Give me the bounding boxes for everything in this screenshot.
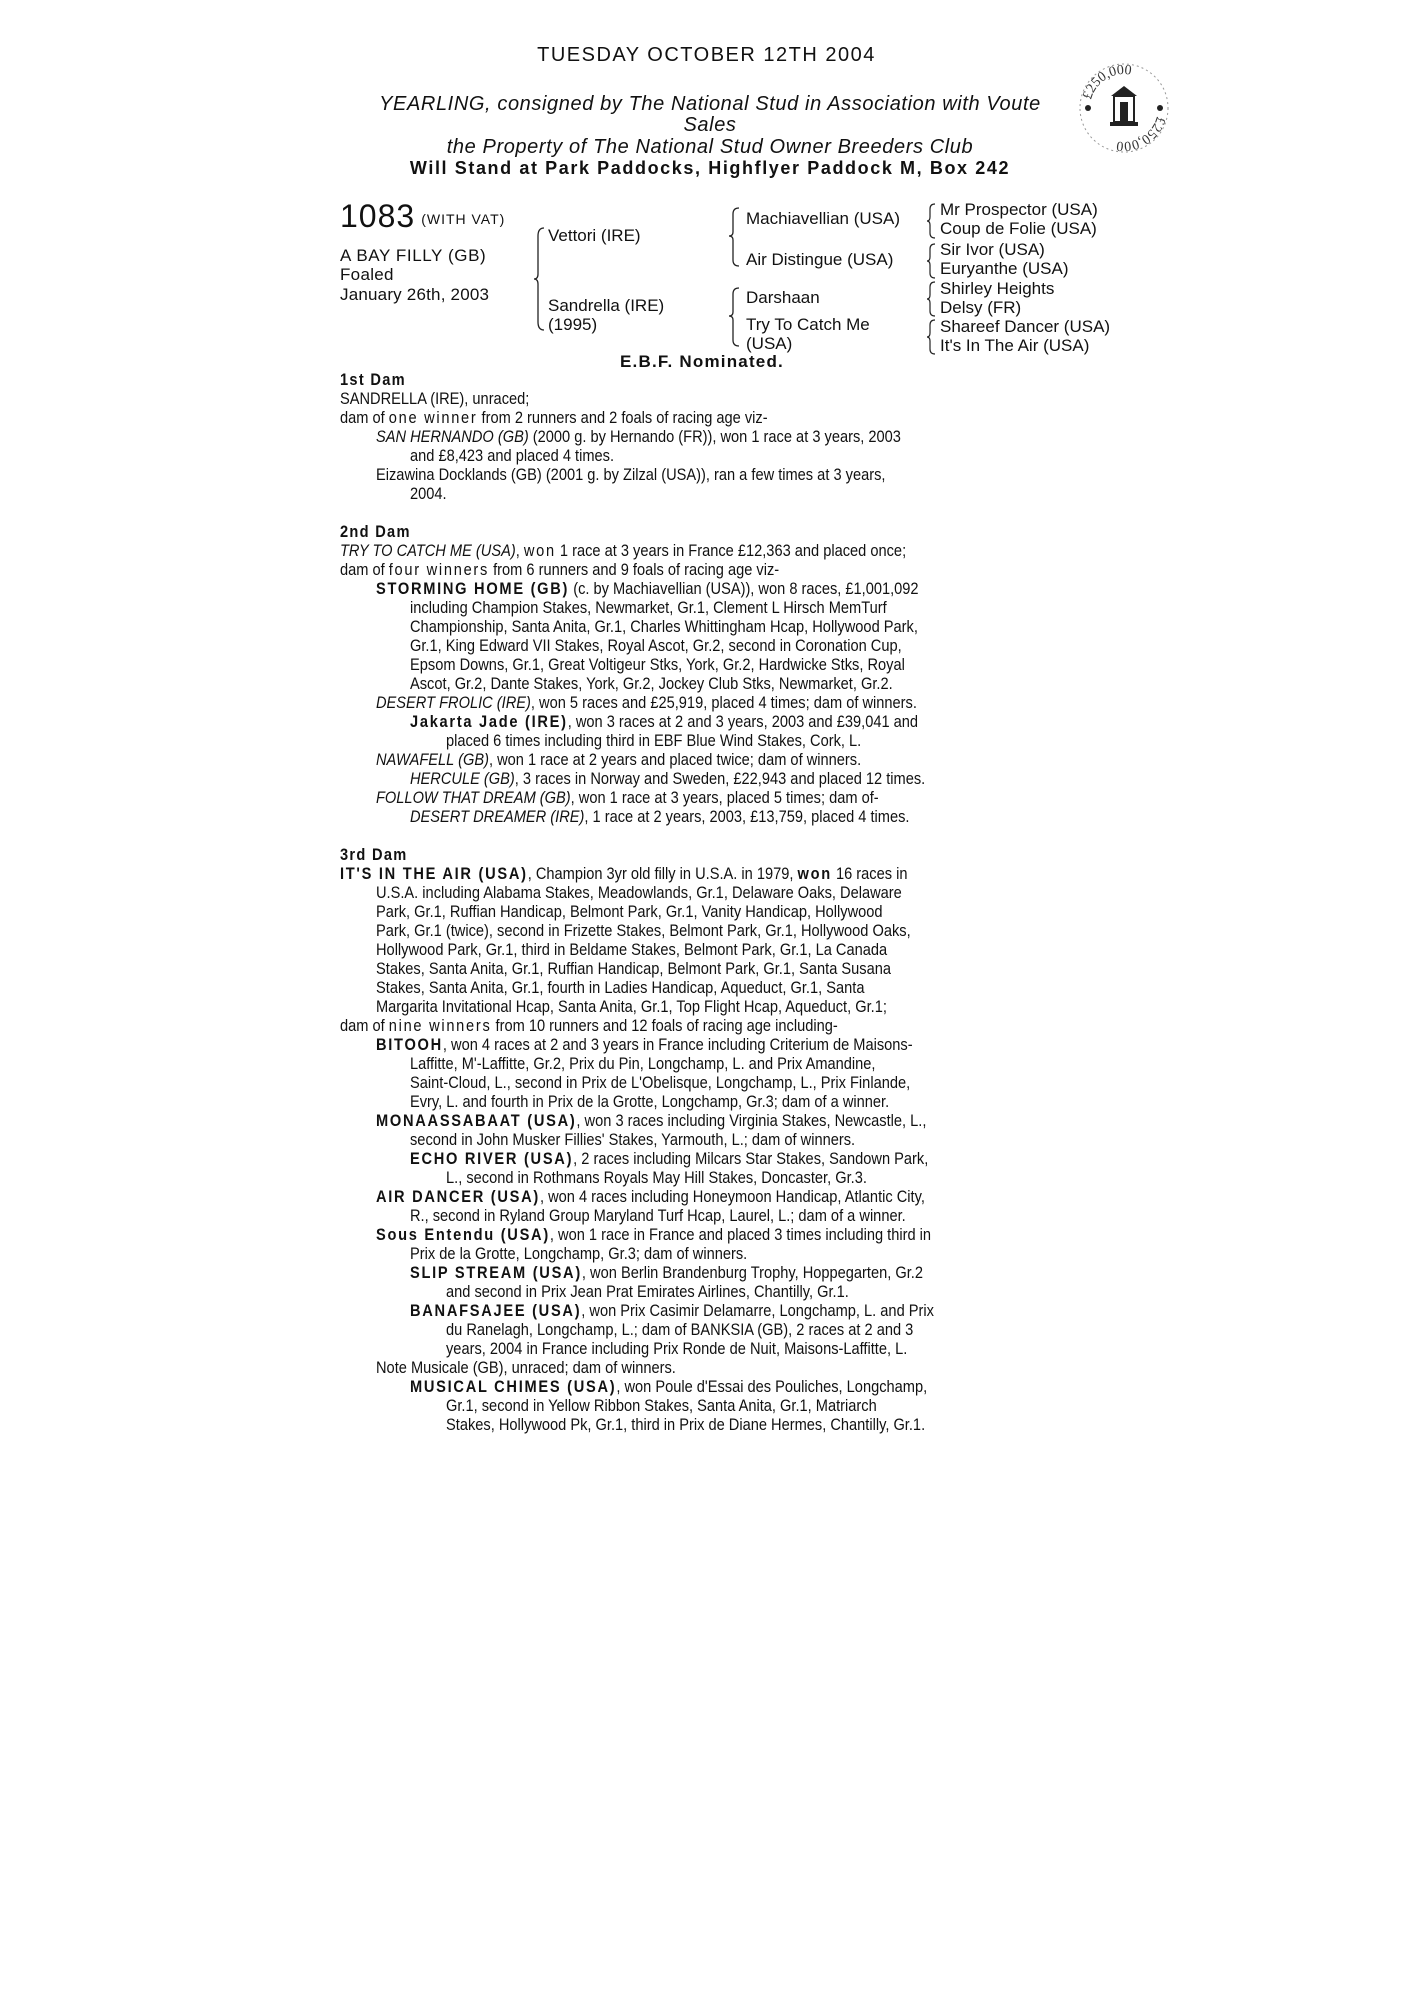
brace-gg-1 [925, 202, 937, 240]
third-dam-line: Sous Entendu (USA), won 1 race in France and placed 3 times including third in [376, 1225, 932, 1244]
third-dam-line: R., second in Ryland Group Maryland Turf Hcap, Laurel, L.; dam of a winner. [410, 1206, 906, 1225]
pedigree-dam: Sandrella (IRE) [548, 296, 665, 315]
second-dam-line: including Champion Stakes, Newmarket, Gr.1, Clement L Hirsch MemTurf [410, 598, 887, 617]
third-dam-line: SLIP STREAM (USA), won Berlin Brandenburg Trophy, Hoppegarten, Gr.2 [410, 1263, 924, 1282]
third-dam-heading: 3rd Dam [340, 845, 408, 864]
brace-dam-side [727, 286, 741, 348]
pedigree-gg-4: Euryanthe (USA) [940, 259, 1069, 278]
ebf-nominated: E.B.F. Nominated. [620, 352, 784, 371]
second-dam-line: TRY TO CATCH ME (USA), won 1 race at 3 years in France £12,363 and placed once; [340, 541, 907, 560]
third-dam-line: AIR DANCER (USA), won 4 races including Honeymoon Handicap, Atlantic City, [376, 1187, 925, 1206]
consignor-line: YEARLING, consigned by The National Stud in Association with Voute [379, 93, 1041, 115]
second-dam-line: DESERT DREAMER (IRE), 1 race at 2 years, 2003, £13,759, placed 4 times. [410, 807, 910, 826]
pedigree-sire: Vettori (IRE) [548, 226, 641, 245]
third-dam-line: Margarita Invitational Hcap, Santa Anita, Gr.1, Top Flight Hcap, Aqueduct, Gr.1; [376, 997, 887, 1016]
third-dam-line: Gr.1, second in Yellow Ribbon Stakes, Santa Anita, Gr.1, Matriarch [446, 1396, 877, 1415]
lot-number-text: 1083 [340, 198, 416, 234]
first-dam-line: SAN HERNANDO (GB) (2000 g. by Hernando (FR)), won 1 race at 3 years, 2003 [376, 427, 901, 446]
owner-line: the Property of The National Stud Owner Breeders Club [446, 136, 974, 158]
third-dam-line: Hollywood Park, Gr.1, third in Beldame Stakes, Belmont Park, Gr.1, La Canada [376, 940, 888, 959]
brace-gg-2 [925, 242, 937, 280]
vat-note: (WITH VAT) [421, 210, 506, 227]
pedigree-gg-2: Coup de Folie (USA) [940, 219, 1097, 238]
horse-description: A BAY FILLY (GB) [340, 246, 487, 265]
brace-sire-side [727, 206, 741, 268]
first-dam-line: 2004. [410, 484, 447, 503]
third-dam-line: second in John Musker Fillies' Stakes, Yarmouth, L.; dam of winners. [410, 1130, 856, 1149]
third-dam-line: Prix de la Grotte, Longchamp, Gr.3; dam of winners. [410, 1244, 748, 1263]
second-dam-line: placed 6 times including third in EBF Blue Wind Stakes, Cork, L. [446, 731, 862, 750]
first-dam-line: SANDRELLA (IRE), unraced; [340, 389, 530, 408]
third-dam-line: Park, Gr.1, Ruffian Handicap, Belmont Park, Gr.1, Vanity Handicap, Hollywood [376, 902, 883, 921]
foaled-label: Foaled [340, 265, 394, 284]
pedigree-dam-year: (1995) [548, 315, 598, 334]
sale-date [0, 44, 1413, 67]
second-dam-line: FOLLOW THAT DREAM (GB), won 1 race at 3 years, placed 5 times; dam of- [376, 788, 879, 807]
first-dam-line: Eizawina Docklands (GB) (2001 g. by Zilzal (USA)), ran a few times at 3 years, [376, 465, 886, 484]
pedigree-dam-sire: Darshaan [746, 288, 820, 307]
third-dam-line: and second in Prix Jean Prat Emirates Airlines, Chantilly, Gr.1. [446, 1282, 849, 1301]
price-stamp [1078, 62, 1170, 154]
pedigree-gg-5: Shirley Heights [940, 279, 1055, 298]
second-dam-line: STORMING HOME (GB) (c. by Machiavellian (USA)), won 8 races, £1,001,092 [376, 579, 919, 598]
third-dam-line: Stakes, Santa Anita, Gr.1, Ruffian Handicap, Belmont Park, Gr.1, Santa Susana [376, 959, 891, 978]
third-dam-line: L., second in Rothmans Royals May Hill Stakes, Doncaster, Gr.3. [446, 1168, 867, 1187]
pedigree-sire-sire: Machiavellian (USA) [746, 209, 900, 228]
stabling-line: Will Stand at Park Paddocks, Highflyer Paddock M, Box 242 [409, 158, 1011, 178]
pedigree-gg-6: Delsy (FR) [940, 298, 1022, 317]
pedigree-dam-dam: Try To Catch Me [746, 315, 870, 334]
consignor-line-2: Sales [683, 114, 737, 136]
lighthouse-icon [1110, 86, 1138, 126]
first-dam-line: dam of one winner from 2 runners and 2 foals of racing age viz- [340, 408, 768, 427]
second-dam-heading: 2nd Dam [340, 522, 411, 541]
pedigree-gg-1: Mr Prospector (USA) [940, 200, 1098, 219]
brace-gg-4 [925, 318, 937, 356]
third-dam-line: Park, Gr.1 (twice), second in Frizette Stakes, Belmont Park, Gr.1, Hollywood Oaks, [376, 921, 911, 940]
third-dam-line: Evry, L. and fourth in Prix de la Grotte, Longchamp, Gr.3; dam of a winner. [410, 1092, 890, 1111]
pedigree-gg-3: Sir Ivor (USA) [940, 240, 1045, 259]
foaled-date: January 26th, 2003 [340, 285, 490, 304]
sale-date-text: TUESDAY OCTOBER 12TH 2004 [537, 44, 876, 66]
third-dam-line: MONAASSABAAT (USA), won 3 races including Virginia Stakes, Newcastle, L., [376, 1111, 927, 1130]
third-dam-line: U.S.A. including Alabama Stakes, Meadowlands, Gr.1, Delaware Oaks, Delaware [376, 883, 902, 902]
first-dam-line: and £8,423 and placed 4 times. [410, 446, 615, 465]
third-dam-line: dam of nine winners from 10 runners and 12 foals of racing age including- [340, 1016, 838, 1035]
third-dam-line: years, 2004 in France including Prix Ronde de Nuit, Maisons-Laffitte, L. [446, 1339, 908, 1358]
second-dam-line: dam of four winners from 6 runners and 9 foals of racing age viz- [340, 560, 780, 579]
first-dam-heading: 1st Dam [340, 370, 406, 389]
third-dam-line: MUSICAL CHIMES (USA), won Poule d'Essai des Pouliches, Longchamp, [410, 1377, 928, 1396]
second-dam-line: DESERT FROLIC (IRE), won 5 races and £25,919, placed 4 times; dam of winners. [376, 693, 917, 712]
brace-first-gen [532, 226, 546, 332]
second-dam-line: HERCULE (GB), 3 races in Norway and Sweden, £22,943 and placed 12 times. [410, 769, 926, 788]
second-dam-line: Epsom Downs, Gr.1, Great Voltigeur Stks, York, Gr.2, Hardwicke Stks, Royal [410, 655, 905, 674]
third-dam-line: Stakes, Hollywood Pk, Gr.1, third in Prix de Diane Hermes, Chantilly, Gr.1. [446, 1415, 926, 1434]
second-dam-line: Ascot, Gr.2, Dante Stakes, York, Gr.2, Jockey Club Stks, Newmarket, Gr.2. [410, 674, 893, 693]
third-dam-line: BITOOH, won 4 races at 2 and 3 years in France including Criterium de Maisons- [376, 1035, 913, 1054]
lot-number [340, 198, 505, 235]
third-dam-line: Laffitte, M'-Laffitte, Gr.2, Prix du Pin, Longchamp, L. and Prix Amandine, [410, 1054, 876, 1073]
third-dam-line: Stakes, Santa Anita, Gr.1, fourth in Ladies Handicap, Aqueduct, Gr.1, Santa [376, 978, 865, 997]
pedigree-sire-dam: Air Distingue (USA) [746, 250, 894, 269]
second-dam-line: Gr.1, King Edward VII Stakes, Royal Ascot, Gr.2, second in Coronation Cup, [410, 636, 902, 655]
produce-record [340, 370, 1100, 1434]
stamp-text-bottom: £250,000 [1115, 114, 1168, 154]
second-dam-line: Championship, Santa Anita, Gr.1, Charles Whittingham Hcap, Hollywood Park, [410, 617, 918, 636]
third-dam-line: Saint-Cloud, L., second in Prix de L'Obelisque, Longchamp, L., Prix Finlande, [410, 1073, 911, 1092]
third-dam-line: du Ranelagh, Longchamp, L.; dam of BANKSIA (GB), 2 races at 2 and 3 [446, 1320, 914, 1339]
brace-gg-3 [925, 280, 937, 318]
pedigree-gg-8: It's In The Air (USA) [940, 336, 1090, 355]
third-dam-line: BANAFSAJEE (USA), won Prix Casimir Delamarre, Longchamp, L. and Prix [410, 1301, 934, 1320]
third-dam-line: Note Musicale (GB), unraced; dam of winners. [376, 1358, 676, 1377]
stamp-text-top: £250,000 [1080, 62, 1133, 102]
pedigree-dam-dam-country: (USA) [746, 334, 793, 353]
pedigree-gg-7: Shareef Dancer (USA) [940, 317, 1111, 336]
third-dam-line: IT'S IN THE AIR (USA), Champion 3yr old filly in U.S.A. in 1979, won 16 races in [340, 864, 908, 883]
third-dam-line: ECHO RIVER (USA), 2 races including Milcars Star Stakes, Sandown Park, [410, 1149, 929, 1168]
second-dam-line: Jakarta Jade (IRE), won 3 races at 2 and 3 years, 2003 and £39,041 and [410, 712, 919, 731]
second-dam-line: NAWAFELL (GB), won 1 race at 2 years and placed twice; dam of winners. [376, 750, 862, 769]
